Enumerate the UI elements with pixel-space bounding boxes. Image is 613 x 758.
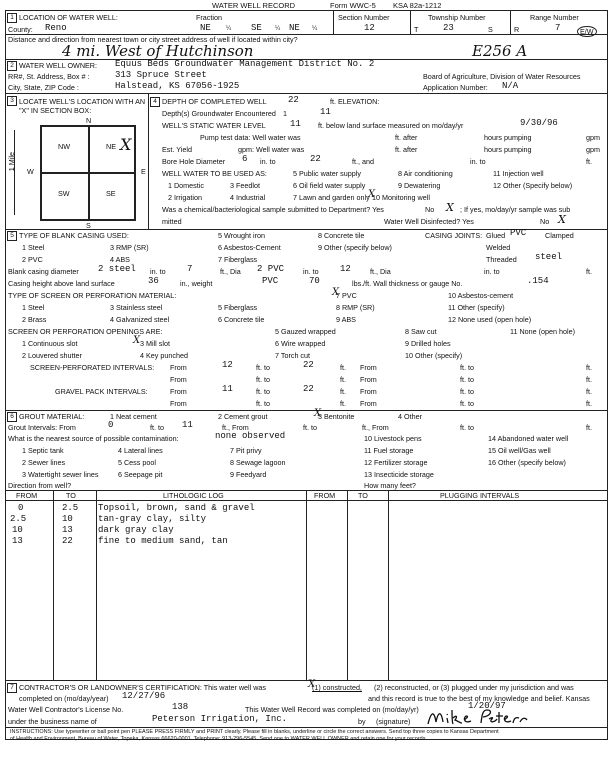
casing-label: TYPE OF BLANK CASING USED: — [19, 231, 129, 240]
log-header-to: TO — [66, 491, 76, 500]
section-6-number: 6 — [7, 412, 17, 422]
quadrant-se: SE — [106, 189, 116, 198]
mile-label: 1 Mile — [6, 152, 16, 172]
source-lagoon: 8 Sewage lagoon — [230, 458, 286, 467]
log-header-lithologic: LITHOLOGIC LOG — [163, 491, 224, 500]
section-3-number: 3 — [7, 96, 17, 106]
locate-label: LOCATE WELL'S LOCATION WITH AN "X" IN SECTION BOX: — [19, 97, 146, 115]
use-other: 12 Other (Specify below) — [493, 181, 573, 190]
grout-label: GROUT MATERIAL: — [19, 412, 85, 421]
section-number-value: 12 — [364, 23, 375, 33]
source-feedyard: 9 Feedyard — [230, 470, 267, 479]
source-sewer: 2 Sewer lines — [22, 458, 66, 467]
west-label: W — [27, 167, 34, 176]
from: From — [360, 387, 377, 396]
casing-steel: 1 Steel — [22, 243, 45, 252]
grout-to: 11 — [182, 420, 193, 430]
screen-fiberglass: 5 Fiberglass — [218, 303, 258, 312]
casing-height-label: Casing height above land surface — [8, 279, 115, 288]
groundwater-value: 11 — [320, 107, 331, 117]
source-cess: 5 Cess pool — [118, 458, 156, 467]
from: From — [360, 375, 377, 384]
use-dewatering: 9 Dewatering — [398, 181, 441, 190]
range-r: R — [514, 25, 520, 34]
open-mill: 3 Mill slot — [140, 339, 170, 348]
ft: ft. — [586, 399, 592, 408]
elevation-label: ft. ELEVATION: — [330, 97, 380, 106]
north-label: N — [86, 116, 92, 125]
application-label: Application Number: — [423, 83, 488, 92]
divider — [5, 680, 608, 681]
ft-to: ft. to — [460, 363, 474, 372]
application-value: N/A — [502, 81, 519, 91]
depth-label: DEPTH OF COMPLETED WELL — [162, 97, 267, 106]
static-level-value: 11 — [290, 119, 301, 129]
completed-value: 12/27/96 — [122, 691, 166, 701]
open-torch: 7 Torch cut — [275, 351, 311, 360]
gauge-value: .154 — [527, 276, 549, 286]
location-mark: X — [120, 135, 132, 154]
ft-to: ft. to — [256, 363, 270, 372]
casing-concrete: 8 Concrete tile — [318, 231, 365, 240]
log-header-from-2: FROM — [314, 491, 336, 500]
ft-to: ft. to — [150, 423, 164, 432]
grout-bentonite: 3 Bentonite — [318, 412, 355, 421]
log-from: 13 — [12, 536, 23, 546]
hours-pumping: hours pumping — [484, 133, 532, 142]
quadrant-ne: NE — [106, 142, 116, 151]
in-to: in. to — [484, 267, 500, 276]
divider — [5, 727, 608, 728]
divider — [510, 10, 511, 34]
casing-abs: 4 ABS — [110, 255, 130, 264]
ft-to: ft. to — [460, 399, 474, 408]
casing-weight: PVC — [262, 276, 279, 286]
casing-diameter-1: 2 steel — [98, 264, 136, 274]
casing-to-1: 7 — [187, 264, 193, 274]
board-label: Board of Agriculture, Division of Water Resources — [423, 72, 581, 81]
screen-pvc: 7 PVC — [336, 291, 357, 300]
static-level-tail: ft. below land surface measured on mo/day/yr — [318, 121, 464, 130]
divider — [5, 410, 608, 411]
from: From — [170, 363, 187, 372]
ft-to: ft. to — [256, 387, 270, 396]
disinfect-mark: X — [558, 213, 566, 226]
gpi-to: 22 — [303, 384, 314, 394]
grout-mark: X — [314, 408, 322, 419]
certification-label: CONTRACTOR'S OR LANDOWNER'S CERTIFICATION: This water well was — [19, 683, 267, 692]
col-line — [96, 490, 97, 680]
casing-height-value: 36 — [148, 276, 159, 286]
city-value: Halstead, KS 67056-1925 — [115, 81, 240, 91]
well-id: E256 A — [472, 42, 528, 60]
screen-abs: 9 ABS — [336, 315, 356, 324]
source-other: 16 Other (specify below) — [488, 458, 566, 467]
ft: ft. — [586, 387, 592, 396]
log-from: 0 — [18, 503, 24, 513]
county-value: Reno — [45, 23, 67, 33]
range-ew-circled: E/W — [577, 26, 597, 37]
joints-glued: Glued — [486, 231, 506, 240]
from: From — [360, 363, 377, 372]
source-pit: 7 Pit privy — [230, 446, 262, 455]
casing-wrought: 5 Wrought iron — [218, 231, 266, 240]
screen-mark: X — [332, 287, 340, 298]
address-value: 313 Spruce Street — [115, 70, 207, 80]
range-value: 7 — [555, 23, 561, 33]
use-mark: X — [368, 189, 376, 200]
fraction-2: SE — [251, 23, 262, 33]
col-line — [388, 490, 389, 680]
by-label: by — [358, 717, 366, 726]
use-injection: 11 Injection well — [493, 169, 544, 178]
log-to: 13 — [62, 525, 73, 535]
license-value: 138 — [172, 702, 189, 712]
source-lateral: 4 Lateral lines — [118, 446, 163, 455]
chem-label: Was a chemical/bacteriological sample submitted to Department? Yes — [162, 205, 384, 214]
log-to: 22 — [62, 536, 73, 546]
ft-to: ft. to — [460, 423, 474, 432]
fraction-label: Fraction — [196, 13, 222, 22]
bore-label: Bore Hole Diameter — [162, 157, 226, 166]
section-1-number: 1 — [7, 13, 17, 23]
log-desc: tan-gray clay, silty — [98, 514, 207, 524]
location-label: LOCATION OF WATER WELL: — [19, 13, 118, 22]
col-line — [53, 490, 54, 680]
use-irrigation: 2 Irrigation — [168, 193, 202, 202]
source-seepage: 6 Seepage pit — [118, 470, 163, 479]
openings-mark: X — [133, 335, 141, 346]
completed-label: completed on (mo/day/year) — [19, 694, 109, 703]
from: From — [170, 399, 187, 408]
screen-none: 12 None used (open hole) — [448, 315, 532, 324]
divider — [333, 10, 334, 34]
in-to: in. to — [470, 157, 486, 166]
business-value: Peterson Irrigation, Inc. — [152, 714, 288, 724]
joints-glued-value: PVC — [510, 228, 527, 238]
record-date: 1/20/97 — [468, 701, 506, 711]
source-fuel: 11 Fuel storage — [364, 446, 414, 455]
hours-pumping: hours pumping — [484, 145, 532, 154]
section-box-horizontal — [41, 172, 135, 174]
gpm-well: gpm: Well water was — [238, 145, 305, 154]
directions-value: 4 mi. West of Hutchinson — [62, 42, 254, 60]
grout-intervals-label: Grout Intervals: From — [8, 423, 76, 432]
quarter-mark: ¼ — [312, 25, 318, 32]
casing-to-2: 12 — [340, 264, 351, 274]
spi-label: SCREEN-PERFORATED INTERVALS: — [30, 363, 155, 372]
depth-value: 22 — [288, 95, 299, 105]
casing-diameter-label: Blank casing diameter — [8, 267, 79, 276]
township-value: 23 — [443, 23, 454, 33]
record-label: This Water Well Record was completed on (mo/day/yr) — [245, 705, 419, 714]
section-2-number: 2 — [7, 61, 17, 71]
grout-cement: 2 Cement grout — [218, 412, 268, 421]
form-ksa: KSA 82a-1212 — [393, 1, 442, 10]
joints-clamped: Clamped — [545, 231, 574, 240]
section-5-number: 5 — [7, 231, 17, 241]
township-s: S — [488, 25, 493, 34]
log-to: 10 — [62, 514, 73, 524]
joints-threaded-value: steel — [535, 252, 563, 262]
ft: ft. — [340, 399, 346, 408]
source-livestock: 10 Livestock pens — [364, 434, 422, 443]
open-louvered: 2 Louvered shutter — [22, 351, 82, 360]
city-label: City, State, ZIP Code : — [8, 83, 79, 92]
chem-no: No — [425, 205, 435, 214]
ft: ft. — [586, 267, 592, 276]
source-fertilizer: 12 Fertilizer storage — [364, 458, 428, 467]
source-oilgas: 15 Oil well/Gas well — [488, 446, 551, 455]
grout-neat: 1 Neat cement — [110, 412, 157, 421]
in-to: in. to — [303, 267, 319, 276]
instructions-line-2: of Health and Environment, Bureau of Water, Topeka, Kansas 66620-0001. Telephone: 913-296-5545. Send one to WATER WELL OWNER and retain one for your records. — [10, 736, 428, 742]
cert-rest: (2) reconstructed, or (3) plugged under my jurisdiction and was — [374, 683, 574, 692]
township-t: T — [414, 25, 419, 34]
spi-to: 22 — [303, 360, 314, 370]
casing-other: 9 Other (specify below) — [318, 243, 392, 252]
joints-threaded: Threaded — [486, 255, 517, 264]
open-saw: 8 Saw cut — [405, 327, 437, 336]
true-text: and this record is true to the best of my knowledge and belief. Kansas — [368, 694, 590, 703]
use-industrial: 4 Industrial — [230, 193, 266, 202]
contam-value: none observed — [215, 431, 286, 441]
signature-label: (signature) — [376, 717, 411, 726]
township-number-label: Township Number — [428, 13, 486, 22]
ft-after: ft. after — [395, 145, 418, 154]
east-label: E — [141, 167, 146, 176]
cert-mark: X — [308, 679, 316, 690]
use-oil: 6 Oil field water supply — [293, 181, 366, 190]
log-desc: dark gray clay — [98, 525, 174, 535]
mile-indicator — [14, 130, 15, 215]
gpm: gpm — [586, 145, 600, 154]
use-monitoring: 10 Monitoring well — [372, 193, 430, 202]
source-watertight: 3 Watertight sewer lines — [22, 470, 99, 479]
license-label: Water Well Contractor's License No. — [8, 705, 124, 714]
divider — [410, 10, 411, 34]
range-number-label: Range Number — [530, 13, 579, 22]
screen-galvanized: 4 Galvanized steel — [110, 315, 170, 324]
log-from: 10 — [12, 525, 23, 535]
spi-from: 12 — [222, 360, 233, 370]
casing-pvc: 2 PVC — [22, 255, 43, 264]
in-weight: in., weight — [180, 279, 213, 288]
directions-label: Distance and direction from nearest town or city street address of well if located within city? — [8, 35, 298, 44]
ft-to: ft. to — [303, 423, 317, 432]
owner-label: WATER WELL OWNER: — [19, 61, 97, 70]
ft-from: ft., From — [362, 423, 389, 432]
signature — [425, 706, 530, 728]
open-none: 11 None (open hole) — [510, 327, 575, 336]
ft-and: ft., and — [352, 157, 374, 166]
ft: ft. — [340, 387, 346, 396]
screen-label: TYPE OF SCREEN OR PERFORATION MATERIAL: — [8, 291, 177, 300]
gpi-label: GRAVEL PACK INTERVALS: — [55, 387, 148, 396]
bore-value: 6 — [242, 154, 248, 164]
log-from: 2.5 — [10, 514, 27, 524]
ft-to: ft. to — [460, 375, 474, 384]
yield-label: Est. Yield — [162, 145, 192, 154]
open-gauzed: 5 Gauzed wrapped — [275, 327, 336, 336]
use-feedlot: 3 Feedlot — [230, 181, 260, 190]
in-to: in. to — [260, 157, 276, 166]
ft: ft. — [340, 363, 346, 372]
divider — [5, 93, 608, 94]
in-to: in. to — [150, 267, 166, 276]
static-date: 9/30/96 — [520, 118, 558, 128]
openings-label: SCREEN OR PERFORATION OPENINGS ARE: — [8, 327, 163, 336]
gpi-from: 11 — [222, 384, 233, 394]
from: From — [170, 375, 187, 384]
casing-rmp: 3 RMP (SR) — [110, 243, 149, 252]
log-desc: Topsoil, brown, sand & gravel — [98, 503, 255, 513]
quadrant-sw: SW — [58, 189, 70, 198]
source-insecticide: 13 Insecticide storage — [364, 470, 434, 479]
joints-welded: Welded — [486, 243, 511, 252]
owner-value: Equus Beds Groundwater Management District No. 2 — [115, 59, 375, 69]
col-line — [347, 490, 348, 680]
grout-from: 0 — [108, 420, 114, 430]
cert-constructed: (1) constructed, — [312, 683, 362, 692]
fraction-1: NE — [200, 23, 211, 33]
business-label: under the business name of — [8, 717, 97, 726]
ft-to: ft. to — [460, 387, 474, 396]
section-number-label: Section Number — [338, 13, 390, 22]
ft: ft. — [340, 375, 346, 384]
screen-stainless: 3 Stainless steel — [110, 303, 163, 312]
screen-brass: 2 Brass — [22, 315, 47, 324]
open-wire: 6 Wire wrapped — [275, 339, 326, 348]
ft-dia: ft., Dia — [220, 267, 241, 276]
from: From — [170, 387, 187, 396]
county-label: County: — [8, 25, 33, 34]
use-lawn: 7 Lawn and garden only — [293, 193, 370, 202]
form-number: Form WWC-5 — [330, 1, 376, 10]
address-label: RR#, St. Address, Box # : — [8, 72, 90, 81]
chem-mark: X — [446, 201, 454, 214]
ft: ft. — [586, 375, 592, 384]
pump-test-label: Pump test data: Well water was — [200, 133, 301, 142]
open-key: 4 Key punched — [140, 351, 188, 360]
chem-tail: ; If yes, mo/day/yr sample was sub — [460, 205, 571, 214]
open-other: 10 Other (specify) — [405, 351, 463, 360]
ft-to: ft. to — [256, 375, 270, 384]
grout-other: 4 Other — [398, 412, 422, 421]
log-to: 2.5 — [62, 503, 79, 513]
ft-to: ft. to — [256, 399, 270, 408]
ft: ft. — [586, 157, 592, 166]
instructions-line-1: INSTRUCTIONS: Use typewriter or ball point pen PLEASE PRESS FIRMLY and PRINT clearly. Please fill in blanks, underline or circle the correct answers. Send top three copies to Kansas Department — [10, 729, 499, 735]
casing-fiberglass: 7 Fiberglass — [218, 255, 258, 264]
use-label: WELL WATER TO BE USED AS: — [162, 169, 267, 178]
open-continuous: 1 Continuous slot — [22, 339, 78, 348]
screen-asbestos: 10 Asbestos-cement — [448, 291, 514, 300]
contam-label: What is the nearest source of possible contamination: — [8, 434, 179, 443]
disinfect-label: Water Well Disinfected? Yes — [384, 217, 474, 226]
groundwater-label: Depth(s) Groundwater Encountered — [162, 109, 276, 118]
south-label: S — [86, 221, 91, 230]
casing-diameter-2: 2 PVC — [257, 264, 285, 274]
ft-after: ft. after — [395, 133, 418, 142]
static-level-label: WELL'S STATIC WATER LEVEL — [162, 121, 266, 130]
quarter-mark: ¼ — [275, 25, 281, 32]
section-7-number: 7 — [7, 683, 17, 693]
source-abandoned: 14 Abandoned water well — [488, 434, 569, 443]
quarter-mark: ¼ — [226, 25, 232, 32]
lbs-label: lbs./ft. Wall thickness or gauge No. — [352, 279, 463, 288]
source-septic: 1 Septic tank — [22, 446, 64, 455]
joints-label: CASING JOINTS: — [425, 231, 483, 240]
use-air: 8 Air conditioning — [398, 169, 453, 178]
direction-label: Direction from well? — [8, 481, 72, 490]
screen-concrete: 6 Concrete tile — [218, 315, 265, 324]
ft-from: ft., From — [222, 423, 249, 432]
ft-dia: ft., Dia — [370, 267, 391, 276]
casing-asbestos: 6 Asbestos-Cement — [218, 243, 281, 252]
casing-weight-2: 70 — [309, 276, 320, 286]
form-title: WATER WELL RECORD — [212, 1, 296, 10]
chem-mitted: mitted — [162, 217, 182, 226]
col-line — [306, 490, 307, 680]
screen-steel: 1 Steel — [22, 303, 45, 312]
screen-rmp: 8 RMP (SR) — [336, 303, 375, 312]
disinfect-no: No — [540, 217, 550, 226]
divider — [148, 93, 149, 230]
howmany-label: How many feet? — [364, 481, 416, 490]
section-4-number: 4 — [150, 97, 160, 107]
log-header-from: FROM — [16, 491, 38, 500]
ft: ft. — [586, 423, 592, 432]
log-desc: fine to medium sand, tan — [98, 536, 228, 546]
open-drilled: 9 Drilled holes — [405, 339, 451, 348]
bore-to-value: 22 — [310, 154, 321, 164]
quadrant-nw: NW — [58, 142, 70, 151]
log-header-plugging: PLUGGING INTERVALS — [440, 491, 520, 500]
ft: ft. — [586, 363, 592, 372]
from: From — [360, 399, 377, 408]
use-domestic: 1 Domestic — [168, 181, 204, 190]
groundwater-index: 1 — [283, 109, 287, 118]
gpm: gpm — [586, 133, 600, 142]
log-header-to-2: TO — [358, 491, 368, 500]
fraction-3: NE — [289, 23, 300, 33]
screen-other: 11 Other (specify) — [448, 303, 505, 312]
use-public: 5 Public water supply — [293, 169, 361, 178]
